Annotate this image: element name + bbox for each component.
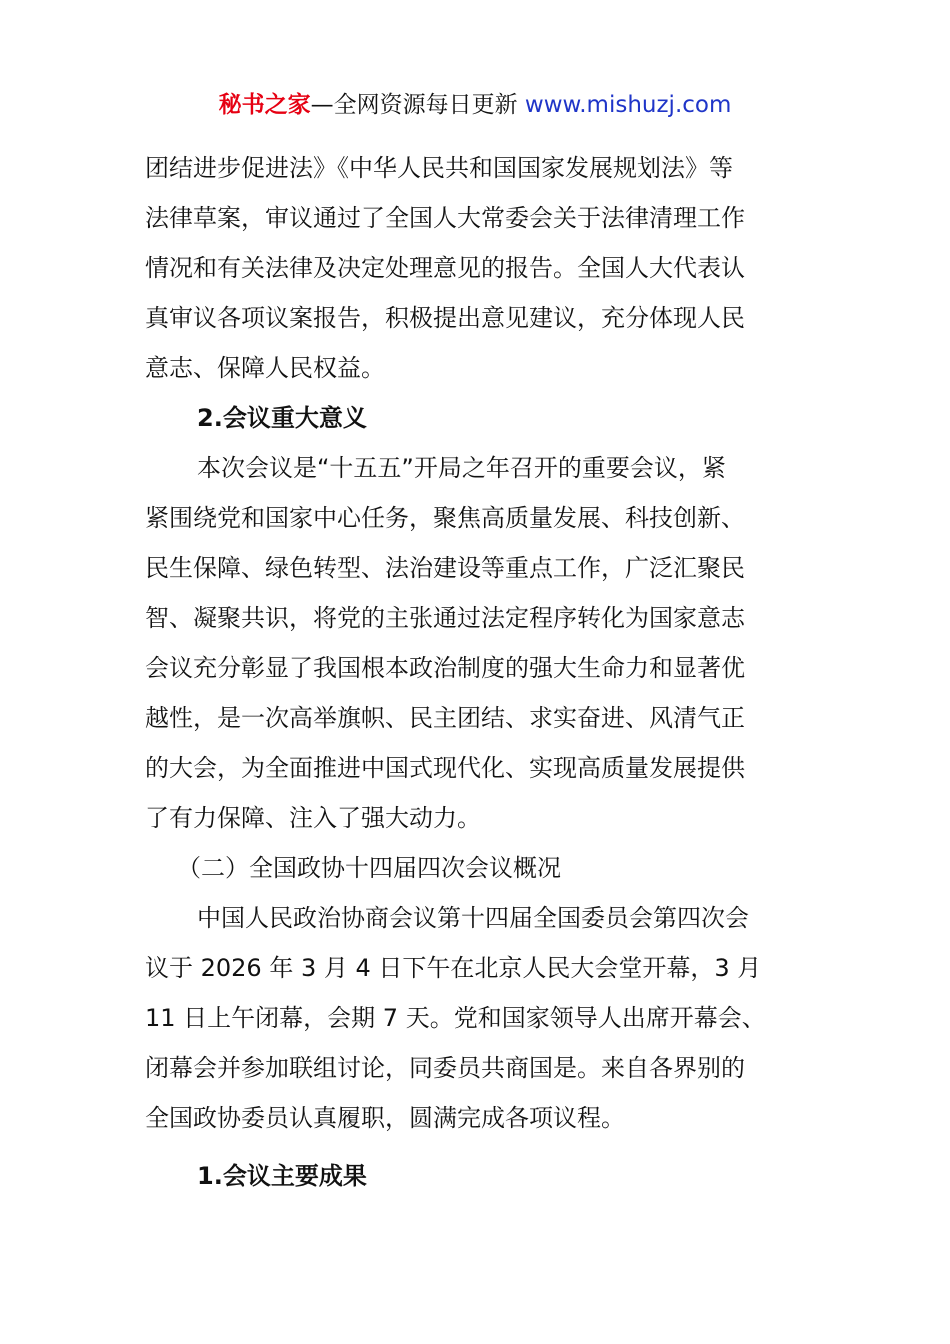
header-tagline: —全网资源每日更新 <box>310 92 518 118</box>
paragraph-meeting-significance <box>145 443 815 843</box>
text-line: 会议充分彰显了我国根本政治制度的强大生命力和显著优 <box>145 654 745 682</box>
text-line: 智、凝聚共识，将党的主张通过法定程序转化为国家意志 <box>145 604 745 632</box>
text-line: 议于 2026 年 3 月 4 日下午在北京人民大会堂开幕，3 月 <box>145 954 762 982</box>
text-line: 本次会议是“十五五”开局之年召开的重要会议，紧 <box>197 454 726 482</box>
brand-name: 秘书之家 <box>218 92 311 118</box>
text-line: 紧围绕党和国家中心任务，聚焦高质量发展、科技创新、 <box>145 504 745 532</box>
text-line: 11 日上午闭幕，会期 7 天。党和国家领导人出席开幕会、 <box>145 1004 766 1032</box>
text-line: 越性，是一次高举旗帜、民主团结、求实奋进、风清气正 <box>145 704 745 732</box>
section-heading-cppcc: （二）全国政协十四届四次会议概况 <box>177 854 561 882</box>
text-line: 团结进步促进法》《中华人民共和国国家发展规划法》等 <box>145 154 733 182</box>
page-header <box>0 88 950 122</box>
text-line: 民生保障、绿色转型、法治建设等重点工作，广泛汇聚民 <box>145 554 745 582</box>
text-line: 法律草案，审议通过了全国人大常委会关于法律清理工作 <box>145 204 745 232</box>
spacer <box>145 1143 815 1151</box>
site-url-link[interactable]: www.mishuzj.com <box>524 92 732 118</box>
text-line: 闭幕会并参加联组讨论，同委员共商国是。来自各界别的 <box>145 1054 745 1082</box>
text-line: 真审议各项议案报告，积极提出意见建议，充分体现人民 <box>145 304 745 332</box>
paragraph-cppcc-overview <box>145 893 815 1143</box>
heading-meeting-significance: 2.会议重大意义 <box>197 404 367 432</box>
text-line: 全国政协委员认真履职，圆满完成各项议程。 <box>145 1104 625 1132</box>
heading-main-outcomes: 1.会议主要成果 <box>197 1162 367 1190</box>
text-line: 意志、保障人民权益。 <box>145 354 385 382</box>
paragraph-law-drafts <box>145 143 815 393</box>
text-line: 情况和有关法律及决定处理意见的报告。全国人大代表认 <box>145 254 745 282</box>
text-line: 的大会，为全面推进中国式现代化、实现高质量发展提供 <box>145 754 745 782</box>
text-line: 了有力保障、注入了强大动力。 <box>145 804 481 832</box>
text-line: 中国人民政治协商会议第十四届全国委员会第四次会 <box>197 904 749 932</box>
document-body <box>145 143 815 1201</box>
